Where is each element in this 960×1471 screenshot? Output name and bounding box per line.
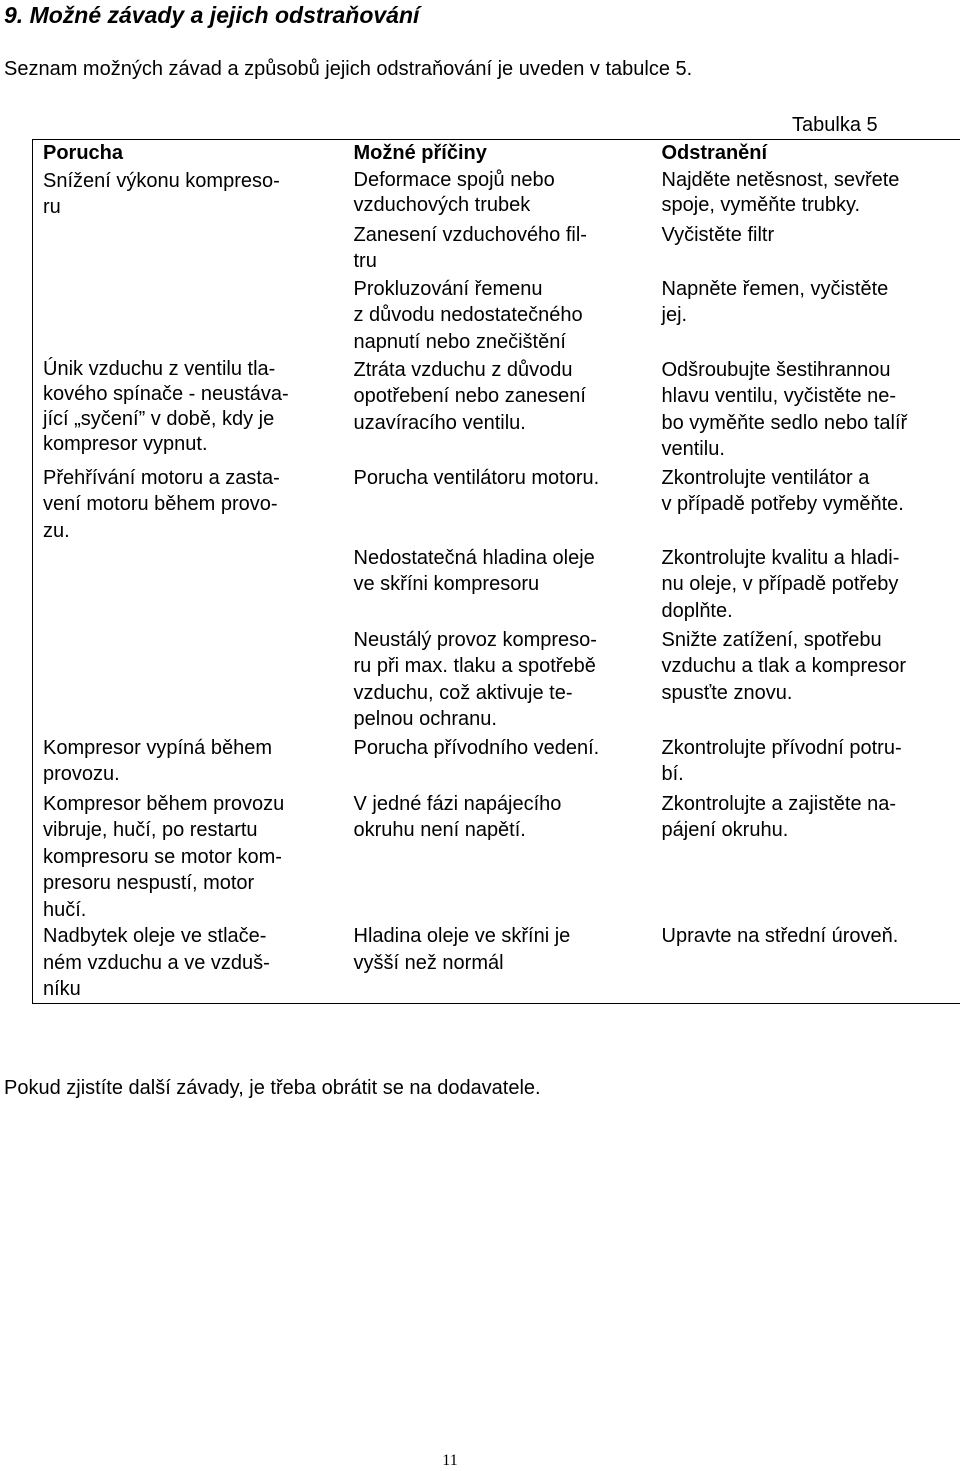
table-header-row xyxy=(33,140,960,168)
cell-fault: Únik vzduchu z ventilu tla- kového spínače - neustáva- jící „syčení” v době, kdy je kompresor vypnut. xyxy=(33,357,344,465)
cell-cause: Deformace spojů nebo vzduchových trubek xyxy=(344,168,652,222)
cell-cause: Hladina oleje ve skříni je vyšší než normál xyxy=(344,923,652,1003)
table-row xyxy=(33,923,960,1003)
cell-cause: Prokluzování řemenu z důvodu nedostatečného napnutí nebo znečištění xyxy=(344,276,652,357)
cell-fault xyxy=(33,545,344,627)
cell-remedy: Zkontrolujte a zajistěte na- pájení okruhu. xyxy=(652,791,960,924)
cell-cause: Nedostatečná hladina oleje ve skříni kompresoru xyxy=(344,545,652,627)
page-number: 11 xyxy=(0,1451,900,1471)
cell-fault xyxy=(33,627,344,735)
cell-cause: V jedné fázi napájecího okruhu není napětí. xyxy=(344,791,652,924)
cell-fault: Kompresor během provozu vibruje, hučí, po restartu kompresoru se motor kom- presoru nespustí, motor hučí. xyxy=(33,791,344,924)
header-causes: Možné příčiny xyxy=(344,140,652,168)
cell-fault xyxy=(33,222,344,276)
table-row xyxy=(33,276,960,357)
cell-remedy: Napněte řemen, vyčistěte jej. xyxy=(652,276,960,357)
cell-fault: Nadbytek oleje ve stlače- ném vzduchu a ve vzduš- níku xyxy=(33,923,344,1003)
cell-cause: Zanesení vzduchového fil- tru xyxy=(344,222,652,276)
cell-remedy: Snižte zatížení, spotřebu vzduchu a tlak a kompresor spusťte znovu. xyxy=(652,627,960,735)
cell-fault: Kompresor vypíná během provozu. xyxy=(33,735,344,791)
table-row xyxy=(33,465,960,545)
table-row xyxy=(33,627,960,735)
footer-note: Pokud zjistíte další závady, je třeba obrátit se na dodavatele. xyxy=(4,1075,541,1101)
table-row xyxy=(33,222,960,276)
cell-remedy: Upravte na střední úroveň. xyxy=(652,923,960,1003)
table-caption: Tabulka 5 xyxy=(792,112,878,138)
cell-cause: Porucha ventilátoru motoru. xyxy=(344,465,652,545)
table-row xyxy=(33,357,960,465)
cell-fault: Přehřívání motoru a zasta- vení motoru během provo- zu. xyxy=(33,465,344,545)
table-row xyxy=(33,168,960,222)
table-row xyxy=(33,545,960,627)
table-row xyxy=(33,791,960,924)
cell-cause: Ztráta vzduchu z důvodu opotřebení nebo zanesení uzavíracího ventilu. xyxy=(344,357,652,465)
cell-remedy: Zkontrolujte přívodní potru- bí. xyxy=(652,735,960,791)
cell-fault xyxy=(33,276,344,357)
cell-remedy: Odšroubujte šestihrannou hlavu ventilu, vyčistěte ne- bo vyměňte sedlo nebo talíř ventilu. xyxy=(652,357,960,465)
cell-remedy: Zkontrolujte kvalitu a hladi- nu oleje, v případě potřeby doplňte. xyxy=(652,545,960,627)
section-heading: 9. Možné závady a jejich odstraňování xyxy=(4,0,419,30)
cell-remedy: Zkontrolujte ventilátor a v případě potřeby vyměňte. xyxy=(652,465,960,545)
header-fault: Porucha xyxy=(33,140,344,168)
cell-remedy: Vyčistěte filtr xyxy=(652,222,960,276)
cell-remedy: Najděte netěsnost, sevřete spoje, vyměňte trubky. xyxy=(652,168,960,222)
table-row xyxy=(33,735,960,791)
cell-cause: Neustálý provoz kompreso- ru při max. tlaku a spotřebě vzduchu, což aktivuje te- pelnou ochranu. xyxy=(344,627,652,735)
faults-table xyxy=(32,139,960,1004)
cell-cause: Porucha přívodního vedení. xyxy=(344,735,652,791)
intro-text: Seznam možných závad a způsobů jejich odstraňování je uveden v tabulce 5. xyxy=(4,56,692,82)
cell-fault: Snížení výkonu kompreso- ru xyxy=(33,168,344,222)
header-remedy: Odstranění xyxy=(652,140,960,168)
